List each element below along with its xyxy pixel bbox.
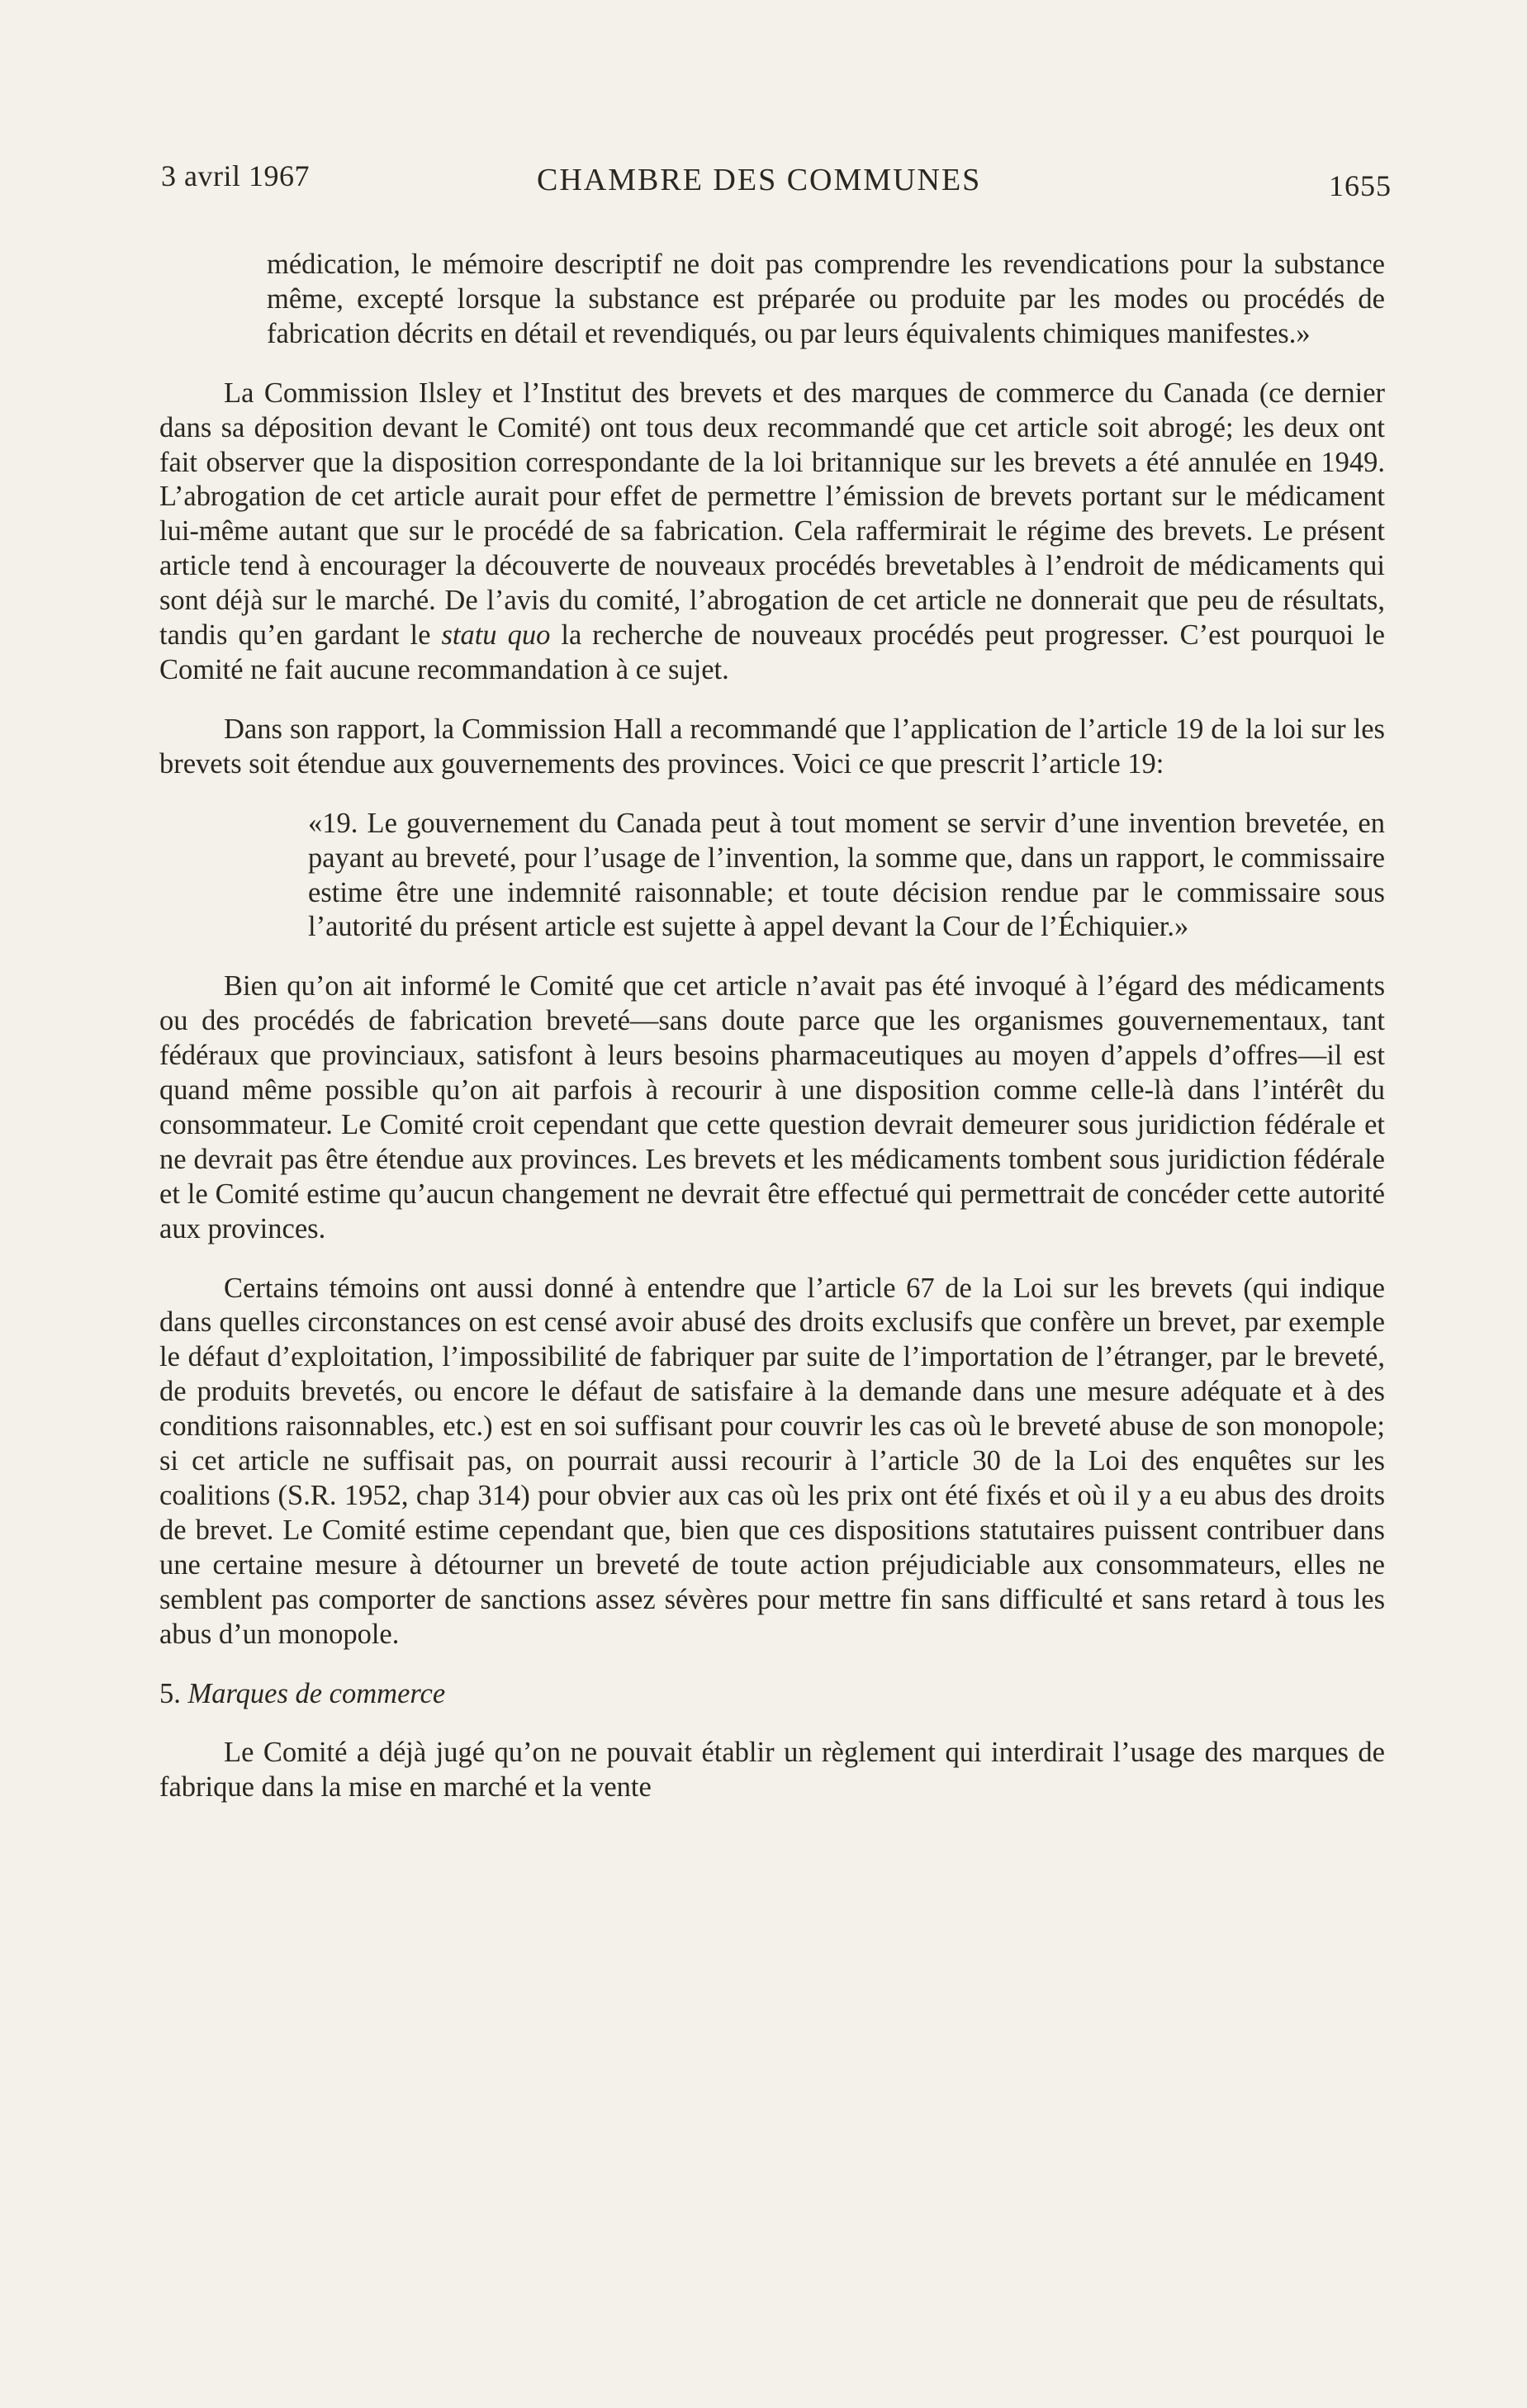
paragraph-ilsley-commission xyxy=(159,377,1385,688)
paragraph-trademarks: Le Comité a déjà jugé qu’on ne pouvait établir un règlement qui interdirait l’usage des marques de fabrique dans la mise en marché et la vente xyxy=(159,1737,1385,1804)
paragraph-hall-commission: Dans son rapport, la Commission Hall a recommandé que l’application de l’article 19 de la loi sur les brevets soit étendue aux gouvernements des provinces. Voici ce que prescrit l’article 19: xyxy=(159,713,1385,780)
section-number: 5. xyxy=(159,1677,181,1709)
page-header xyxy=(161,159,1392,208)
italic-term: statu quo xyxy=(441,619,551,652)
paragraph-quote-continuation: médication, le mémoire descriptif ne doit pas comprendre les revendications pour la substance même, excepté lorsque la substance est préparée ou produite par les modes ou procédés de fabrication décrits en détail et revendiqués, ou par leurs équivalents chimiques manifestes.» xyxy=(267,249,1385,349)
paragraph-text: La Commission Ilsley et l’Institut des brevets et des marques de commerce du Canada (ce dernier dans sa déposition devant le Comité) ont tous deux recommandé que cet article soit abrogé; les deux ont fait observer que la disposition correspondante de la loi britannique sur les brevets a été annulée en 1949. L’abrogation de cet article aurait pour effet de permettre l’émission de brevets portant sur le médicament lui-même autant que sur le procédé de sa fabrication. Cela raffermirait le régime des brevets. Le présent article tend à encourager la découverte de nouveaux procédés brevetables à l’endroit de médicaments qui sont déjà sur le marché. De l’avis du comité, l’abrogation de cet article ne donnerait que peu de résultats, tandis qu’en gardant le xyxy=(159,377,1385,652)
paragraph-article-19-quote: «19. Le gouvernement du Canada peut à tout moment se servir d’une invention brevetée, en payant au breveté, pour l’usage de l’invention, la somme que, dans un rapport, le commissaire estime être une indemnité raisonnable; et toute décision rendue par le commissaire sous l’autorité du présent article est sujette à appel devant la Cour de l’Échiquier.» xyxy=(308,807,1385,943)
header-page-number: 1655 xyxy=(1329,169,1392,202)
paragraph-article-19-discussion: Bien qu’on ait informé le Comité que cet article n’avait pas été invoqué à l’égard des médicaments ou des procédés de fabrication breveté—sans doute parce que les organismes gouvernementaux, tant fédéraux que provinciaux, satisfont à leurs besoins pharmaceutiques au moyen d’appels d’offres—il est quand même possible qu’on ait parfois à recourir à une disposition comme celle-là dans l’intérêt du consommateur. Le Comité croit cependant que cette question devrait demeurer sous juridiction fédérale et ne devrait pas être étendue aux provinces. Les brevets et les médicaments tombent sous juridiction fédérale et le Comité estime qu’aucun changement ne devrait être effectué qui permettrait de concéder cette autorité aux provinces. xyxy=(159,970,1385,1244)
paragraph-text: la recherche de nouveaux procédés peut progresser. C’est pourquoi le Comité ne fait aucune recommandation à ce sujet. xyxy=(159,619,1385,685)
header-chamber-title: CHAMBRE DES COMMUNES xyxy=(537,163,982,197)
paragraph-article-67-discussion: Certains témoins ont aussi donné à entendre que l’article 67 de la Loi sur les brevets (qui indique dans quelles circonstances on est censé avoir abusé des droits exclusifs que confère un brevet, par exemple le défaut d’exploitation, l’impossibilité de fabriquer par suite de l’importation de l’étranger, par le breveté, de produits brevetés, ou encore le défaut de satisfaire à la demande dans une mesure adéquate et à des conditions raisonnables, etc.) est en soi suffisant pour couvrir les cas où le breveté abuse de son monopole; si cet article ne suffisait pas, on pourrait aussi recourir à l’article 30 de la Loi des enquêtes sur les coalitions (S.R. 1952, chap 314) pour obvier aux cas où les prix ont été fixés et où il y a eu abus des droits de brevet. Le Comité estime cependant que, bien que ces dispositions statutaires puissent contribuer dans une certaine mesure à détourner un breveté de toute action préjudiciable aux consommateurs, elles ne semblent pas comporter de sanctions assez sévères pour mettre fin sans difficulté et sans retard à tous les abus d’un monopole. xyxy=(159,1272,1385,1650)
section-heading xyxy=(159,1677,1385,1712)
header-date: 3 avril 1967 xyxy=(161,159,310,192)
section-title: Marques de commerce xyxy=(187,1677,446,1709)
document-body xyxy=(159,248,1385,1805)
